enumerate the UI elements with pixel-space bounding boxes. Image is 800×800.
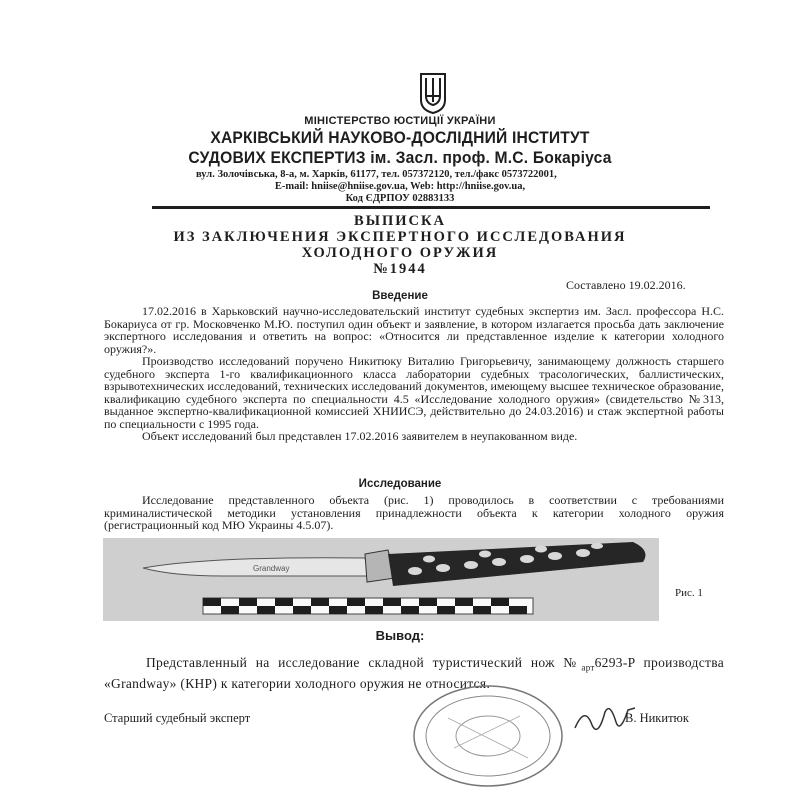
trident-emblem-icon bbox=[418, 72, 448, 114]
figure-caption: Рис. 1 bbox=[675, 587, 703, 599]
intro-paragraph-3: Объект исследований был представлен 17.02.2016 заявителем в неупакованном виде. bbox=[142, 429, 578, 443]
signer-name: В. Никитюк bbox=[625, 711, 689, 725]
document-title: ВЫПИСКА bbox=[354, 213, 446, 229]
header-divider bbox=[152, 206, 710, 209]
knife-photo bbox=[103, 538, 659, 621]
conclusion-text-end: 6293-P производства «Grandway» (КНР) к категории холодного оружия не относится. bbox=[104, 655, 724, 691]
intro-heading: Введение bbox=[372, 290, 428, 302]
intro-paragraph-1: 17.02.2016 в Харьковский научно-исследовательский институт судебных экспертиз им. Засл. профессора Н.С. Бокариуса от гр. Московченко М.Ю. поступил один объект и заявление, в котором излагается просьба дать заключение экспертного исследования и ответить на вопрос: «Относится ли представленное изделие к категории холодного оружия?». bbox=[104, 304, 724, 356]
compiled-date: Составлено 19.02.2016. bbox=[566, 278, 686, 292]
signer-position: Старший судебный эксперт bbox=[104, 711, 251, 725]
conclusion-text-start: Представленный на исследование складной туристический нож № bbox=[146, 655, 582, 670]
intro-paragraph-2: Производство исследований поручено Никитюку Виталию Григорьевичу, занимающему должность старшего судебного эксперта 1-го квалификационного класса лаборатории судебных трасологических, баллистических, взрывотехнических исследований, технических исследований документов, имеющему высшее техническое образование, квалификацию судебного эксперта по специальности 4.5 «Исследование холодного оружия» (свидетельство №313, выданное экспертно-квалификационной комиссией ХНИИСЭ, действительно до 24.03.2016) и стаж экспертной работы по специальности с 1995 года. bbox=[104, 354, 724, 431]
knife-image bbox=[103, 538, 659, 621]
document-subtitle-1: ИЗ ЗАКЛЮЧЕНИЯ ЭКСПЕРТНОГО ИССЛЕДОВАНИЯ bbox=[173, 229, 627, 245]
document-number: №1944 bbox=[373, 261, 427, 277]
conclusion-subscript: арт bbox=[581, 662, 595, 673]
institute-contacts: E-mail: hniise@hniise.gov.ua, Web: http://hniise.gov.ua, bbox=[274, 181, 526, 192]
blade-brand: Grandway bbox=[253, 564, 290, 573]
institute-edrpou: Код ЄДРПОУ 02883133 bbox=[345, 193, 455, 204]
document-subtitle-2: ХОЛОДНОГО ОРУЖИЯ bbox=[301, 245, 499, 261]
ministry-name: МІНІСТЕРСТВО ЮСТИЦІЇ УКРАЇНИ bbox=[304, 115, 496, 127]
research-heading: Исследование bbox=[358, 478, 442, 490]
institute-address: вул. Золочівська, 8-а, м. Харків, 61177, тел. 057372120, тел./факс 0573722001, bbox=[196, 169, 557, 180]
intro-section bbox=[104, 305, 724, 443]
research-paragraph: Исследование представленного объекта (рис. 1) проводилось в соответствии с требованиями криминалистической методики установления принадлежности объекта к категории холодного оружия (регистрационный код МЮ Украины 4.5.07). bbox=[104, 493, 724, 532]
conclusion-heading: Вывод: bbox=[375, 628, 425, 643]
institute-name-line2: СУДОВИХ ЕКСПЕРТИЗ ім. Засл. проф. М.С. Бокаріуса bbox=[188, 148, 612, 167]
institute-name-line1: ХАРКІВСЬКИЙ НАУКОВО-ДОСЛІДНИЙ ІНСТИТУТ bbox=[210, 128, 590, 147]
research-section bbox=[104, 494, 724, 532]
official-stamp bbox=[408, 678, 568, 790]
